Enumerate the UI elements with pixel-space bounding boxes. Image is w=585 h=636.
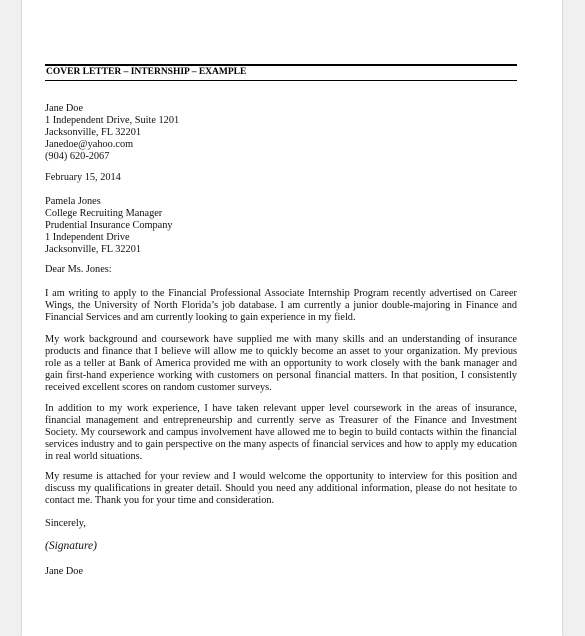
signer-name	[45, 566, 517, 578]
signature: (Signature)	[45, 540, 97, 552]
document-header	[45, 64, 517, 81]
body-paragraph-4: My resume is attached for your review and I would welcome the opportunity to interview for this position and discuss my qualifications in greater detail. Should you need any additional information, please do not hesitate to contact me. Thank you for your time and consideration.	[45, 471, 517, 506]
sender-address	[45, 103, 517, 163]
sender-city: Jacksonville, FL 32201	[45, 127, 142, 138]
salutation	[45, 264, 517, 276]
body-paragraph-2: My work background and coursework have supplied me with many skills and an understanding of insurance products and finance that I believe will allow me to quickly become an asset to your organization. My previous role as a teller at Bank of America provided me with an opportunity to work closely with the bank manager and gain first-hand experience working with customers on personal financial matters. In that position, I consistently received excellent scores on random customer surveys.	[45, 334, 517, 393]
salutation-text: Dear Ms. Jones:	[45, 264, 112, 275]
recipient-address	[45, 196, 517, 256]
signer-text: Jane Doe	[45, 566, 84, 577]
document-title: COVER LETTER – INTERNSHIP – EXAMPLE	[46, 67, 247, 77]
closing-text: Sincerely,	[45, 518, 86, 529]
sender-phone: (904) 620-2067	[45, 151, 110, 162]
sender-street: 1 Independent Drive, Suite 1201	[45, 115, 180, 126]
body-paragraph-3: In addition to my work experience, I have taken relevant upper level coursework in the areas of insurance, financial management and entrepreneurship and currently serve as Treasurer of the Finance and Investment Society. My coursework and campus involvement have allowed me to begin to build contacts within the financial services industry and to gain perspective on the many aspects of financial services and how to apply my education in real world situations.	[45, 403, 517, 462]
recipient-street: 1 Independent Drive	[45, 232, 130, 243]
recipient-company: Prudential Insurance Company	[45, 220, 173, 231]
closing	[45, 518, 517, 530]
recipient-city: Jacksonville, FL 32201	[45, 244, 142, 255]
sender-email: Janedoe@yahoo.com	[45, 139, 134, 150]
recipient-name: Pamela Jones	[45, 196, 101, 207]
date-text: February 15, 2014	[45, 172, 121, 183]
letter-date	[45, 172, 517, 184]
sender-name: Jane Doe	[45, 103, 84, 114]
recipient-title: College Recruiting Manager	[45, 208, 163, 219]
body-paragraph-1: I am writing to apply to the Financial Professional Associate Internship Program recently advertised on Career Wings, the University of North Florida’s job database. I am currently a junior double-majoring in Finance and Financial Services and am currently looking to gain experience in my field.	[45, 288, 517, 323]
